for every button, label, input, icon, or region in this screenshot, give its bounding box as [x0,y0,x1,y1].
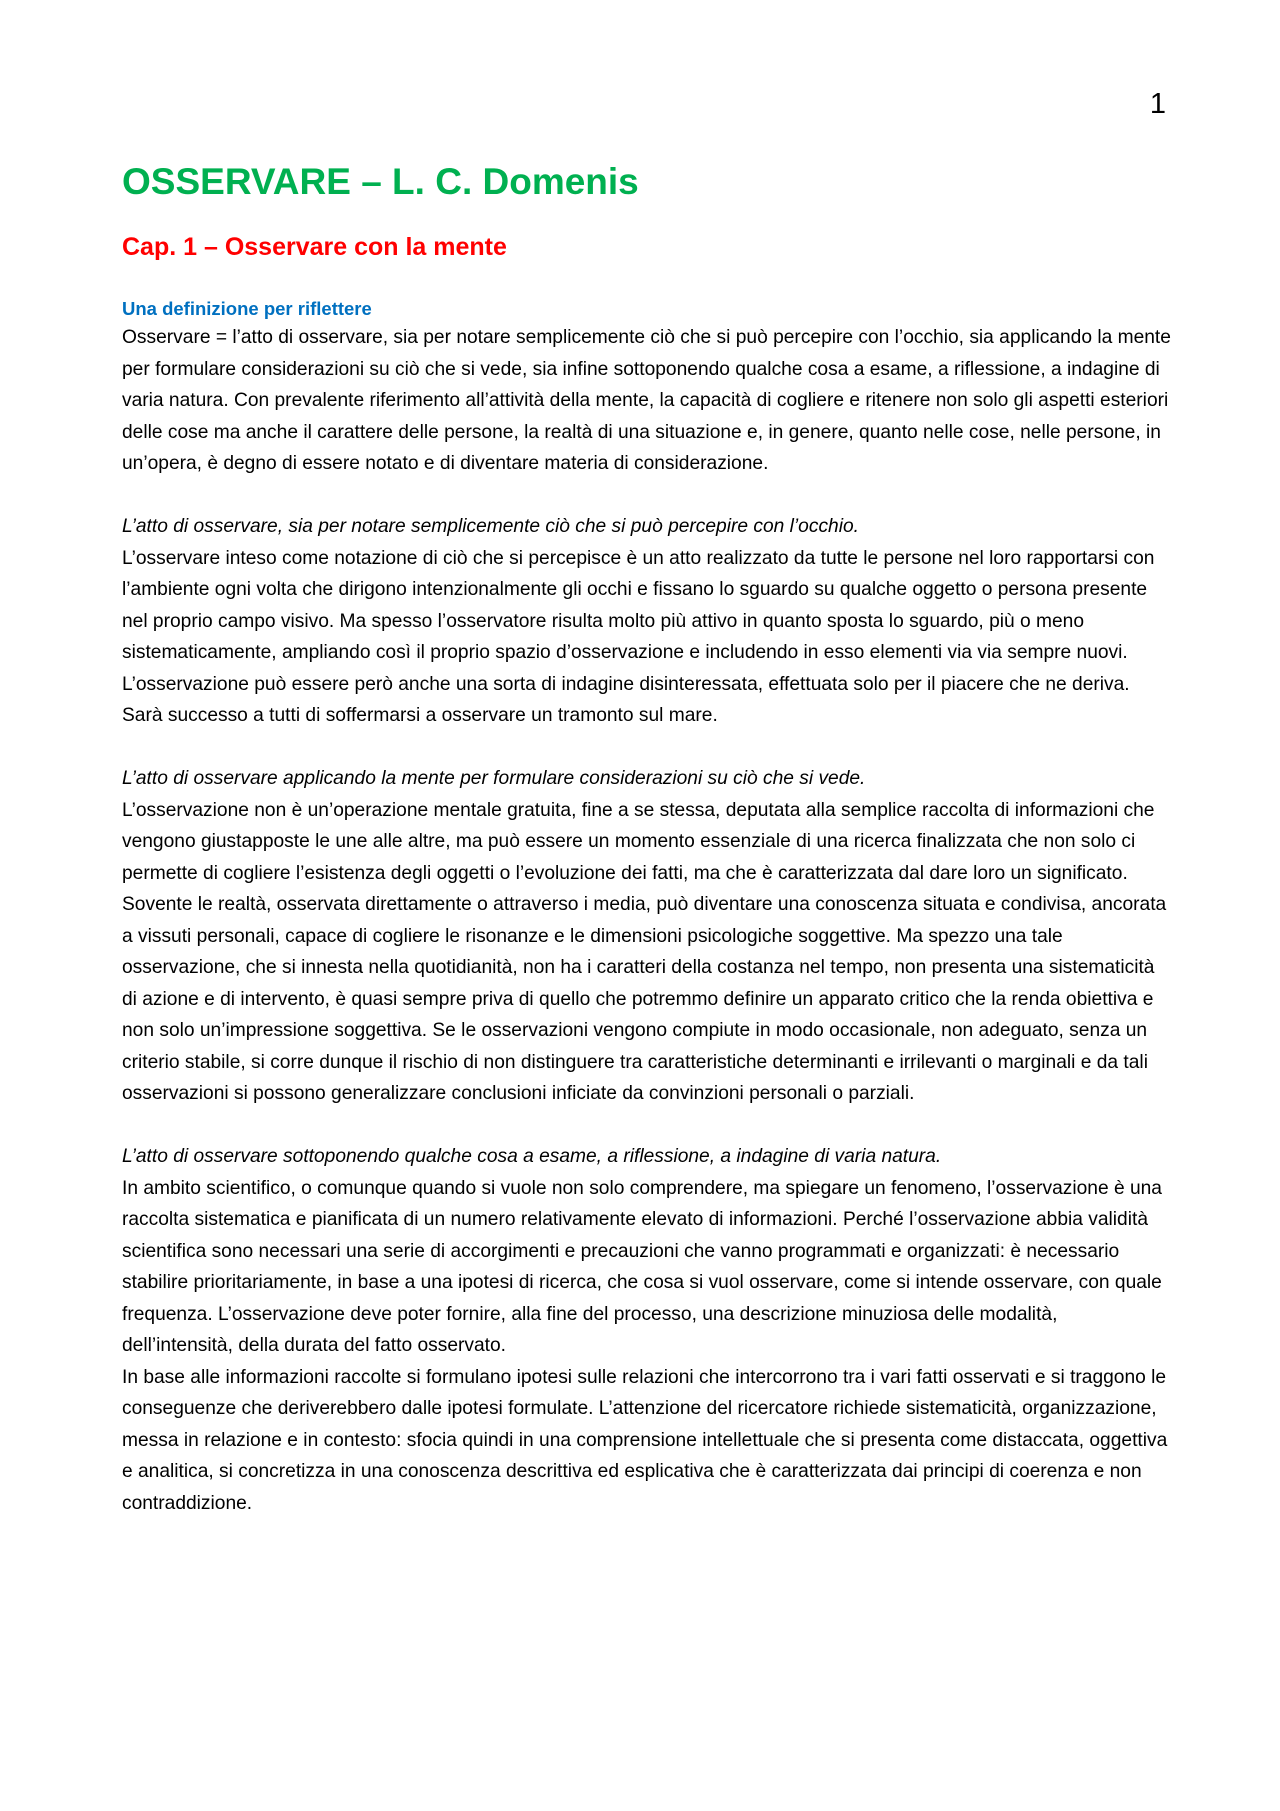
paragraph-gap [122,1110,1172,1142]
section-lead: L’atto di osservare applicando la mente per formulare considerazioni su ciò che si vede. [122,768,866,789]
section-observe-examine [122,1141,1172,1519]
document-title: OSSERVARE – L. C. Domenis [122,161,639,202]
section-observe-mind [122,763,1172,1110]
section-paragraph: In ambito scientifico, o comunque quando si vuole non solo comprendere, ma spiegare un fenomeno, l’osservazione è una raccolta sistematica e pianificata di un numero relativamente elevato di informazioni. Perché l’osservazione abbia validità scientifica sono necessari una serie di accorgimenti e precauzioni che vanno programmati e organizzati: è necessario stabilire prioritariamente, in base a una ipotesi di ricerca, che cosa si vuol osservare, come si intende osservare, con quale frequenza. L’osservazione deve poter fornire, alla fine del processo, una descrizione minuziosa delle modalità, dell’intensità, della durata del fatto osservato. [122,1177,1162,1356]
definition-heading: Una definizione per riflettere [122,298,372,319]
section-observe-eye [122,511,1172,732]
section-paragraph: L’osservare inteso come notazione di ciò che si percepisce è un atto realizzato da tutte le persone nel loro rapportarsi con l’ambiente ogni volta che dirigono intenzionalmente gli occhi e fissano lo sguardo su qualche oggetto o persona presente nel proprio campo visivo. Ma spesso l’osservatore risulta molto più attivo in quanto sposta lo sguardo, più o meno sistematicamente, ampliando così il proprio spazio d’osservazione e includendo in esso elementi via via sempre nuovi. [122,547,1155,663]
page-number: 1 [1149,88,1166,120]
paragraph-gap [122,480,1172,512]
section-paragraph: In base alle informazioni raccolte si formulano ipotesi sulle relazioni che intercorrono tra i vari fatti osservati e si traggono le conseguenze che deriverebbero dalle ipotesi formulate. L’attenzione del ricercatore richiede sistematicità, organizzazione, messa in relazione e in contesto: sfocia quindi in una comprensione intellettuale che si presenta come distaccata, oggettiva e analitica, si concretizza in una conoscenza descrittiva ed esplicativa che è caratterizzata dai principi di coerenza e non contraddizione. [122,1366,1168,1514]
paragraph-gap [122,732,1172,764]
section-paragraph: Sovente le realtà, osservata direttamente o attraverso i media, può diventare una conoscenza situata e condivisa, ancorata a vissuti personali, capace di cogliere le risonanze e le dimensioni psicologiche soggettive. Ma spezzo una tale osservazione, che si innesta nella quotidianità, non ha i caratteri della costanza nel tempo, non presenta una sistematicità di azione e di intervento, è quasi sempre priva di quello che potremmo definire un apparato critico che la renda obiettiva e non solo un’impressione soggettiva. Se le osservazioni vengono compiute in modo occasionale, non adeguato, senza un criterio stabile, si corre dunque il rischio di non distinguere tra caratteristiche determinanti e irrilevanti o marginali e da tali osservazioni si possono generalizzare conclusioni inficiate da convinzioni personali o parziali. [122,894,1167,1104]
section-lead: L’atto di osservare sottoponendo qualche cosa a esame, a riflessione, a indagine di varia natura. [122,1146,942,1167]
definition-paragraph: Osservare = l’atto di osservare, sia per notare semplicemente ciò che si può percepire con l’occhio, sia applicando la mente per formulare considerazioni su ciò che si vede, sia infine sottoponendo qualche cosa a esame, a riflessione, a indagine di varia natura. Con prevalente riferimento all’attività della mente, la capacità di cogliere e ritenere non solo gli aspetti esteriori delle cose ma anche il carattere delle persone, la realtà di una situazione e, in genere, quanto nelle cose, nelle persone, in un’opera, è degno di essere notato e di diventare materia di considerazione. [122,327,1171,474]
chapter-title: Cap. 1 – Osservare con la mente [122,233,507,261]
section-paragraph: L’osservazione non è un’operazione mentale gratuita, fine a se stessa, deputata alla semplice raccolta di informazioni che vengono giustapposte le une alle altre, ma può essere un momento essenziale di una ricerca finalizzata che non solo ci permette di cogliere l’esistenza degli oggetti o l’evoluzione dei fatti, ma che è caratterizzata dal dare loro un significato. [122,799,1155,884]
document-body [122,158,1172,1519]
section-paragraph: L’osservazione può essere però anche una sorta di indagine disinteressata, effettuata solo per il piacere che ne deriva. Sarà successo a tutti di soffermarsi a osservare un tramonto sul mare. [122,673,1130,726]
section-lead: L’atto di osservare, sia per notare semplicemente ciò che si può percepire con l’occhio. [122,516,859,537]
